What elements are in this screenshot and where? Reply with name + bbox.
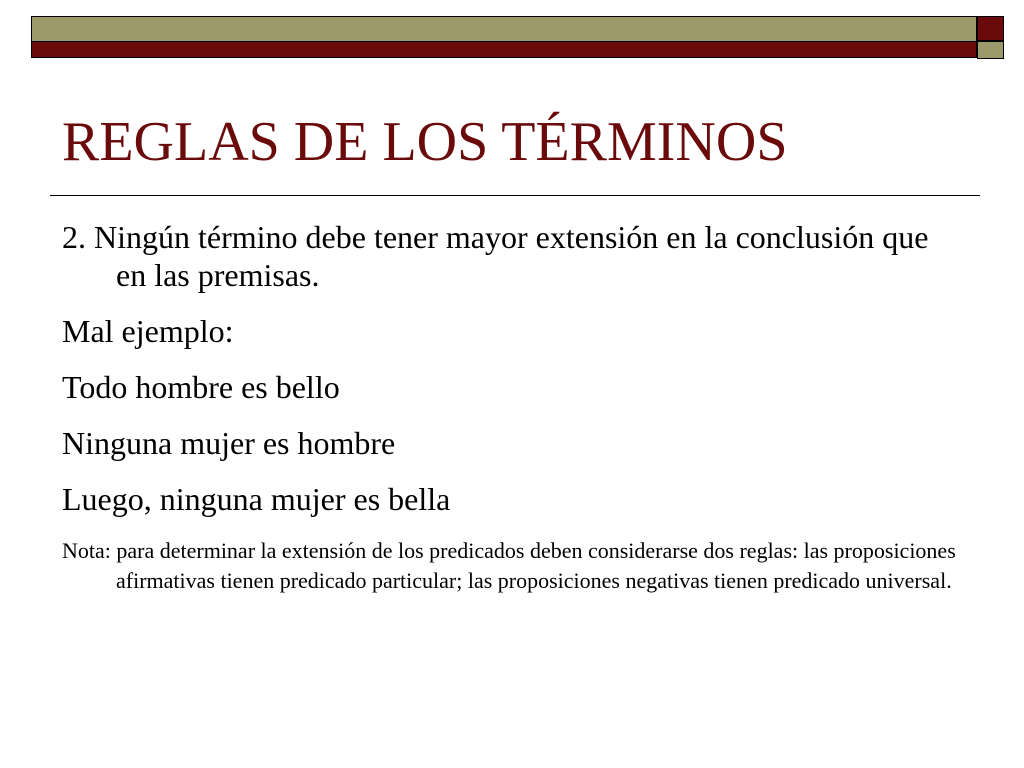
- slide-title: REGLAS DE LOS TÉRMINOS: [62, 111, 788, 173]
- header-decoration-bar: [31, 16, 977, 58]
- header-olive-stripe: [32, 17, 976, 41]
- corner-square-olive: [977, 41, 1004, 59]
- syllogism-minor-premise: Ninguna mujer es hombre: [62, 425, 396, 461]
- syllogism-major-premise: Todo hombre es bello: [62, 369, 340, 405]
- title-divider: [50, 195, 980, 196]
- note-text: Nota: para determinar la extensión de los predicados deben considerarse dos reglas: las proposiciones afirmativas tienen predicado particular; las proposiciones negativas tienen predicado universal.: [62, 538, 956, 593]
- header-maroon-stripe: [32, 41, 976, 57]
- slide-body: [62, 218, 962, 596]
- corner-square-maroon: [977, 16, 1004, 41]
- syllogism-conclusion: Luego, ninguna mujer es bella: [62, 481, 451, 517]
- rule-statement: 2. Ningún término debe tener mayor extensión en la conclusión que en las premisas.: [62, 219, 929, 293]
- example-heading: Mal ejemplo:: [62, 313, 234, 349]
